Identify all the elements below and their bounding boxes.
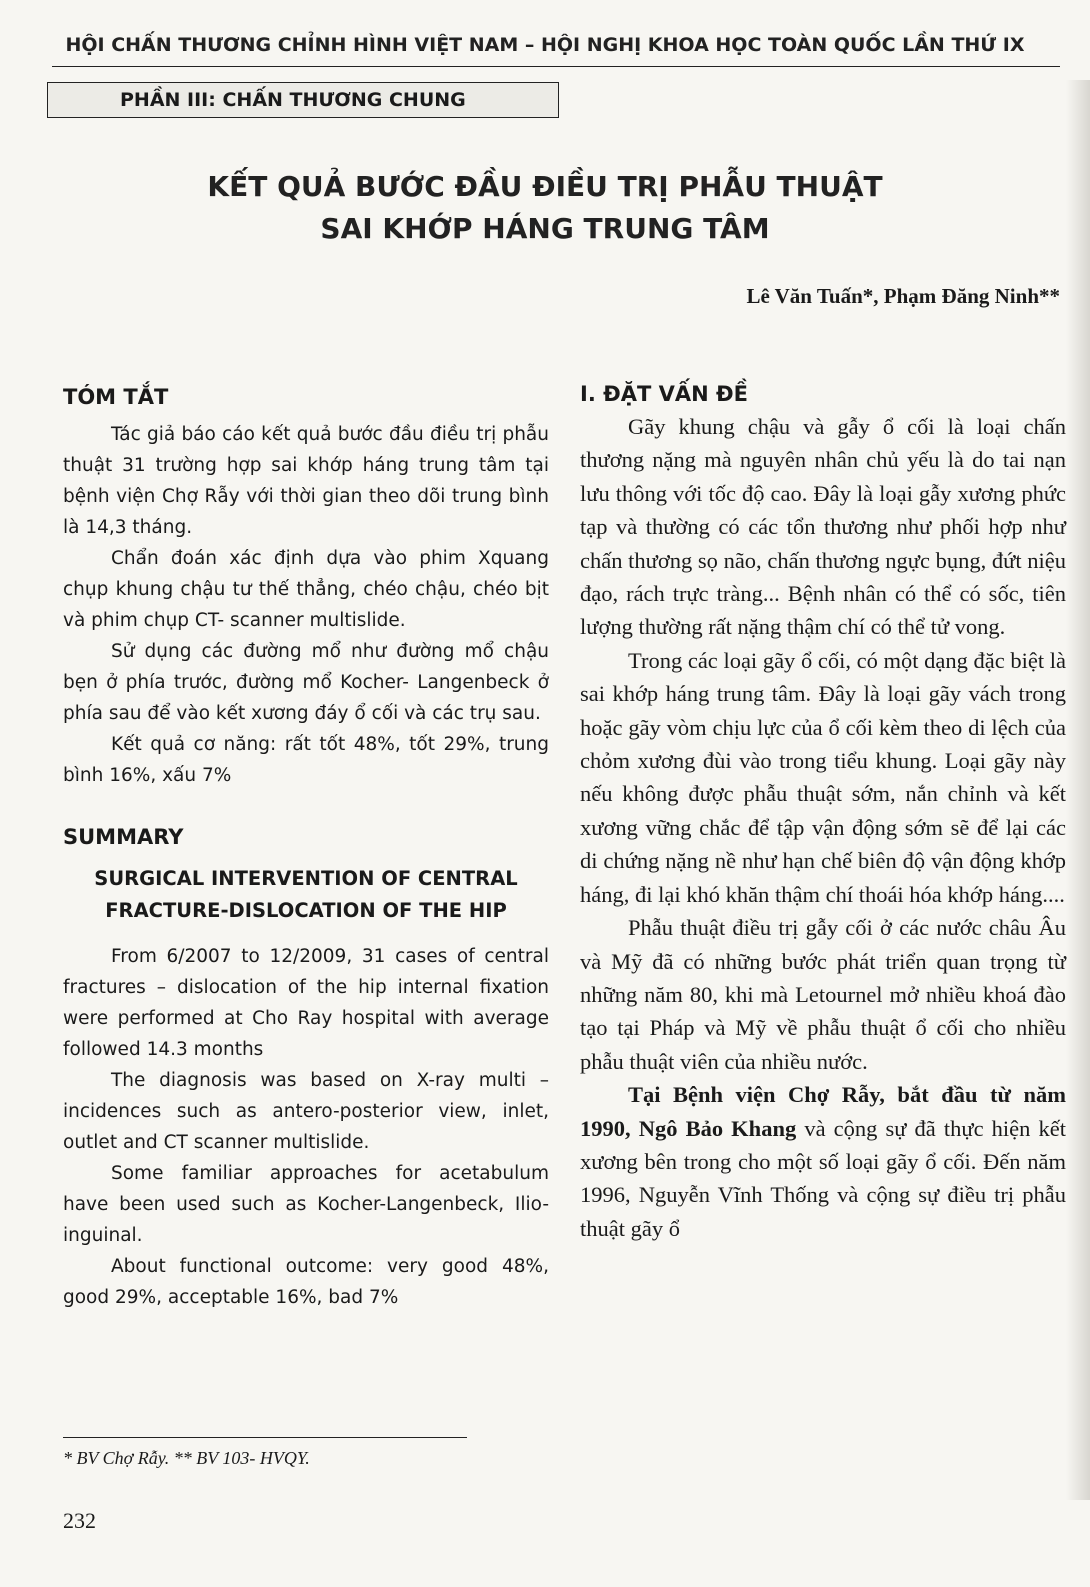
summary-subtitle-line1: SURGICAL INTERVENTION OF CENTRAL	[94, 867, 518, 890]
introduction-paragraph: Gãy khung chậu và gẫy ổ cối là loại chấn thương nặng mà nguyên nhân chủ yếu là do tai nạn lưu thông với tốc độ cao. Đây là loại gẫy xương phức tạp và thường có các tổn thương như phối hợp như chấn thương sọ não, chấn thương ngực bụng, đứt niệu đạo, rách trực tràng... Bệnh nhân có thể có sốc, tiên lượng thường rất nặng thậm chí có thể tử vong.	[580, 414, 1066, 640]
summary-subtitle	[63, 863, 549, 927]
introduction-paragraph: Phẫu thuật điều trị gẫy cối ở các nước châu Âu và Mỹ đã có những bước phát triển quan trọng từ những năm 80, khi mà Letournel mở nhiều khoá đào tạo tại Pháp và Mỹ về phẫu thuật ổ cối cho nhiều phẫu thuật viên của nhiều nước.	[580, 915, 1066, 1074]
page-number: 232	[63, 1508, 96, 1533]
introduction-heading: I. ĐẶT VẤN ĐỀ	[580, 382, 748, 406]
page-edge-shadow	[1066, 80, 1090, 1500]
introduction-paragraph-rest: và cộng sự đã thực hiện kết xương bên trong cho một số loại gãy ổ cối. Đến năm 1996, Nguyễn Vĩnh Thống và cộng sự điều trị phẫu thuật gãy ổ	[580, 1115, 1066, 1241]
summary-heading: SUMMARY	[63, 825, 184, 849]
summary-paragraph: From 6/2007 to 12/2009, 31 cases of central fractures – dislocation of the hip internal fixation were performed at Cho Ray hospital with average followed 14.3 months	[63, 946, 549, 1060]
summary-paragraph: About functional outcome: very good 48%, good 29%, acceptable 16%, bad 7%	[63, 1256, 549, 1308]
section-label: PHẦN III: CHẤN THƯƠNG CHUNG	[120, 89, 466, 111]
right-column	[580, 382, 1066, 1245]
summary-subtitle-line2: FRACTURE-DISLOCATION OF THE HIP	[105, 899, 507, 922]
introduction-paragraph	[580, 1078, 1066, 1245]
abstract-vi-heading: TÓM TẮT	[63, 385, 169, 409]
section-label-box	[47, 82, 559, 118]
abstract-vi-paragraph: Tác giả báo cáo kết quả bước đầu điều trị phẫu thuật 31 trường hợp sai khớp háng trung tâm tại bệnh viện Chợ Rẫy với thời gian theo dõi trung bình là 14,3 tháng.	[63, 424, 549, 538]
abstract-vi-paragraph: Sử dụng các đường mổ như đường mổ chậu bẹn ở phía trước, đường mổ Kocher- Langenbeck ở phía sau để vào kết xương đáy ổ cối và các trụ sau.	[63, 641, 549, 724]
running-head: HỘI CHẤN THƯƠNG CHỈNH HÌNH VIỆT NAM – HỘI NGHỊ KHOA HỌC TOÀN QUỐC LẦN THỨ IX	[65, 34, 1025, 56]
introduction-bold-lead: Tại Bệnh viện Chợ Rẫy, bắt đầu từ năm 1990, Ngô Bảo Khang	[580, 1082, 1066, 1141]
header-rule	[52, 66, 1060, 67]
article-title-line1: KẾT QUẢ BƯỚC ĐẦU ĐIỀU TRỊ PHẪU THUẬT	[207, 170, 883, 203]
introduction-paragraph: Trong các loại gãy ổ cối, có một dạng đặc biệt là sai khớp háng trung tâm. Đây là loại gãy vách trong hoặc gãy vòm chịu lực của ổ cối kèm theo di lệch của chỏm xương đùi vào trong tiểu khung. Loại gãy này nếu không được phẫu thuật sớm, nắn chỉnh và kết xương vững chắc để tập vận động sớm sẽ để lại các di chứng nặng nề như hạn chế biên độ vận động khớp háng, đi lại khó khăn thậm chí thoái hóa khớp háng....	[580, 647, 1066, 907]
abstract-vi-paragraph: Chẩn đoán xác định dựa vào phim Xquang chụp khung chậu tư thế thẳng, chéo chậu, chéo bịt và phim chụp CT- scanner multislide.	[63, 548, 549, 631]
authors: Lê Văn Tuấn*, Phạm Đăng Ninh**	[746, 284, 1060, 308]
abstract-vi-paragraph: Kết quả cơ năng: rất tốt 48%, tốt 29%, trung bình 16%, xấu 7%	[63, 734, 549, 786]
article-title-line2: SAI KHỚP HÁNG TRUNG TÂM	[320, 212, 770, 245]
summary-paragraph: Some familiar approaches for acetabulum have been used such as Kocher-Langenbeck, Ilio-inguinal.	[63, 1163, 549, 1246]
left-column	[63, 385, 549, 1313]
summary-paragraph: The diagnosis was based on X-ray multi – incidences such as antero-posterior view, inlet, outlet and CT scanner multislide.	[63, 1070, 549, 1153]
footnote-rule	[63, 1437, 467, 1438]
footnote: * BV Chợ Rẫy. ** BV 103- HVQY.	[63, 1448, 310, 1468]
